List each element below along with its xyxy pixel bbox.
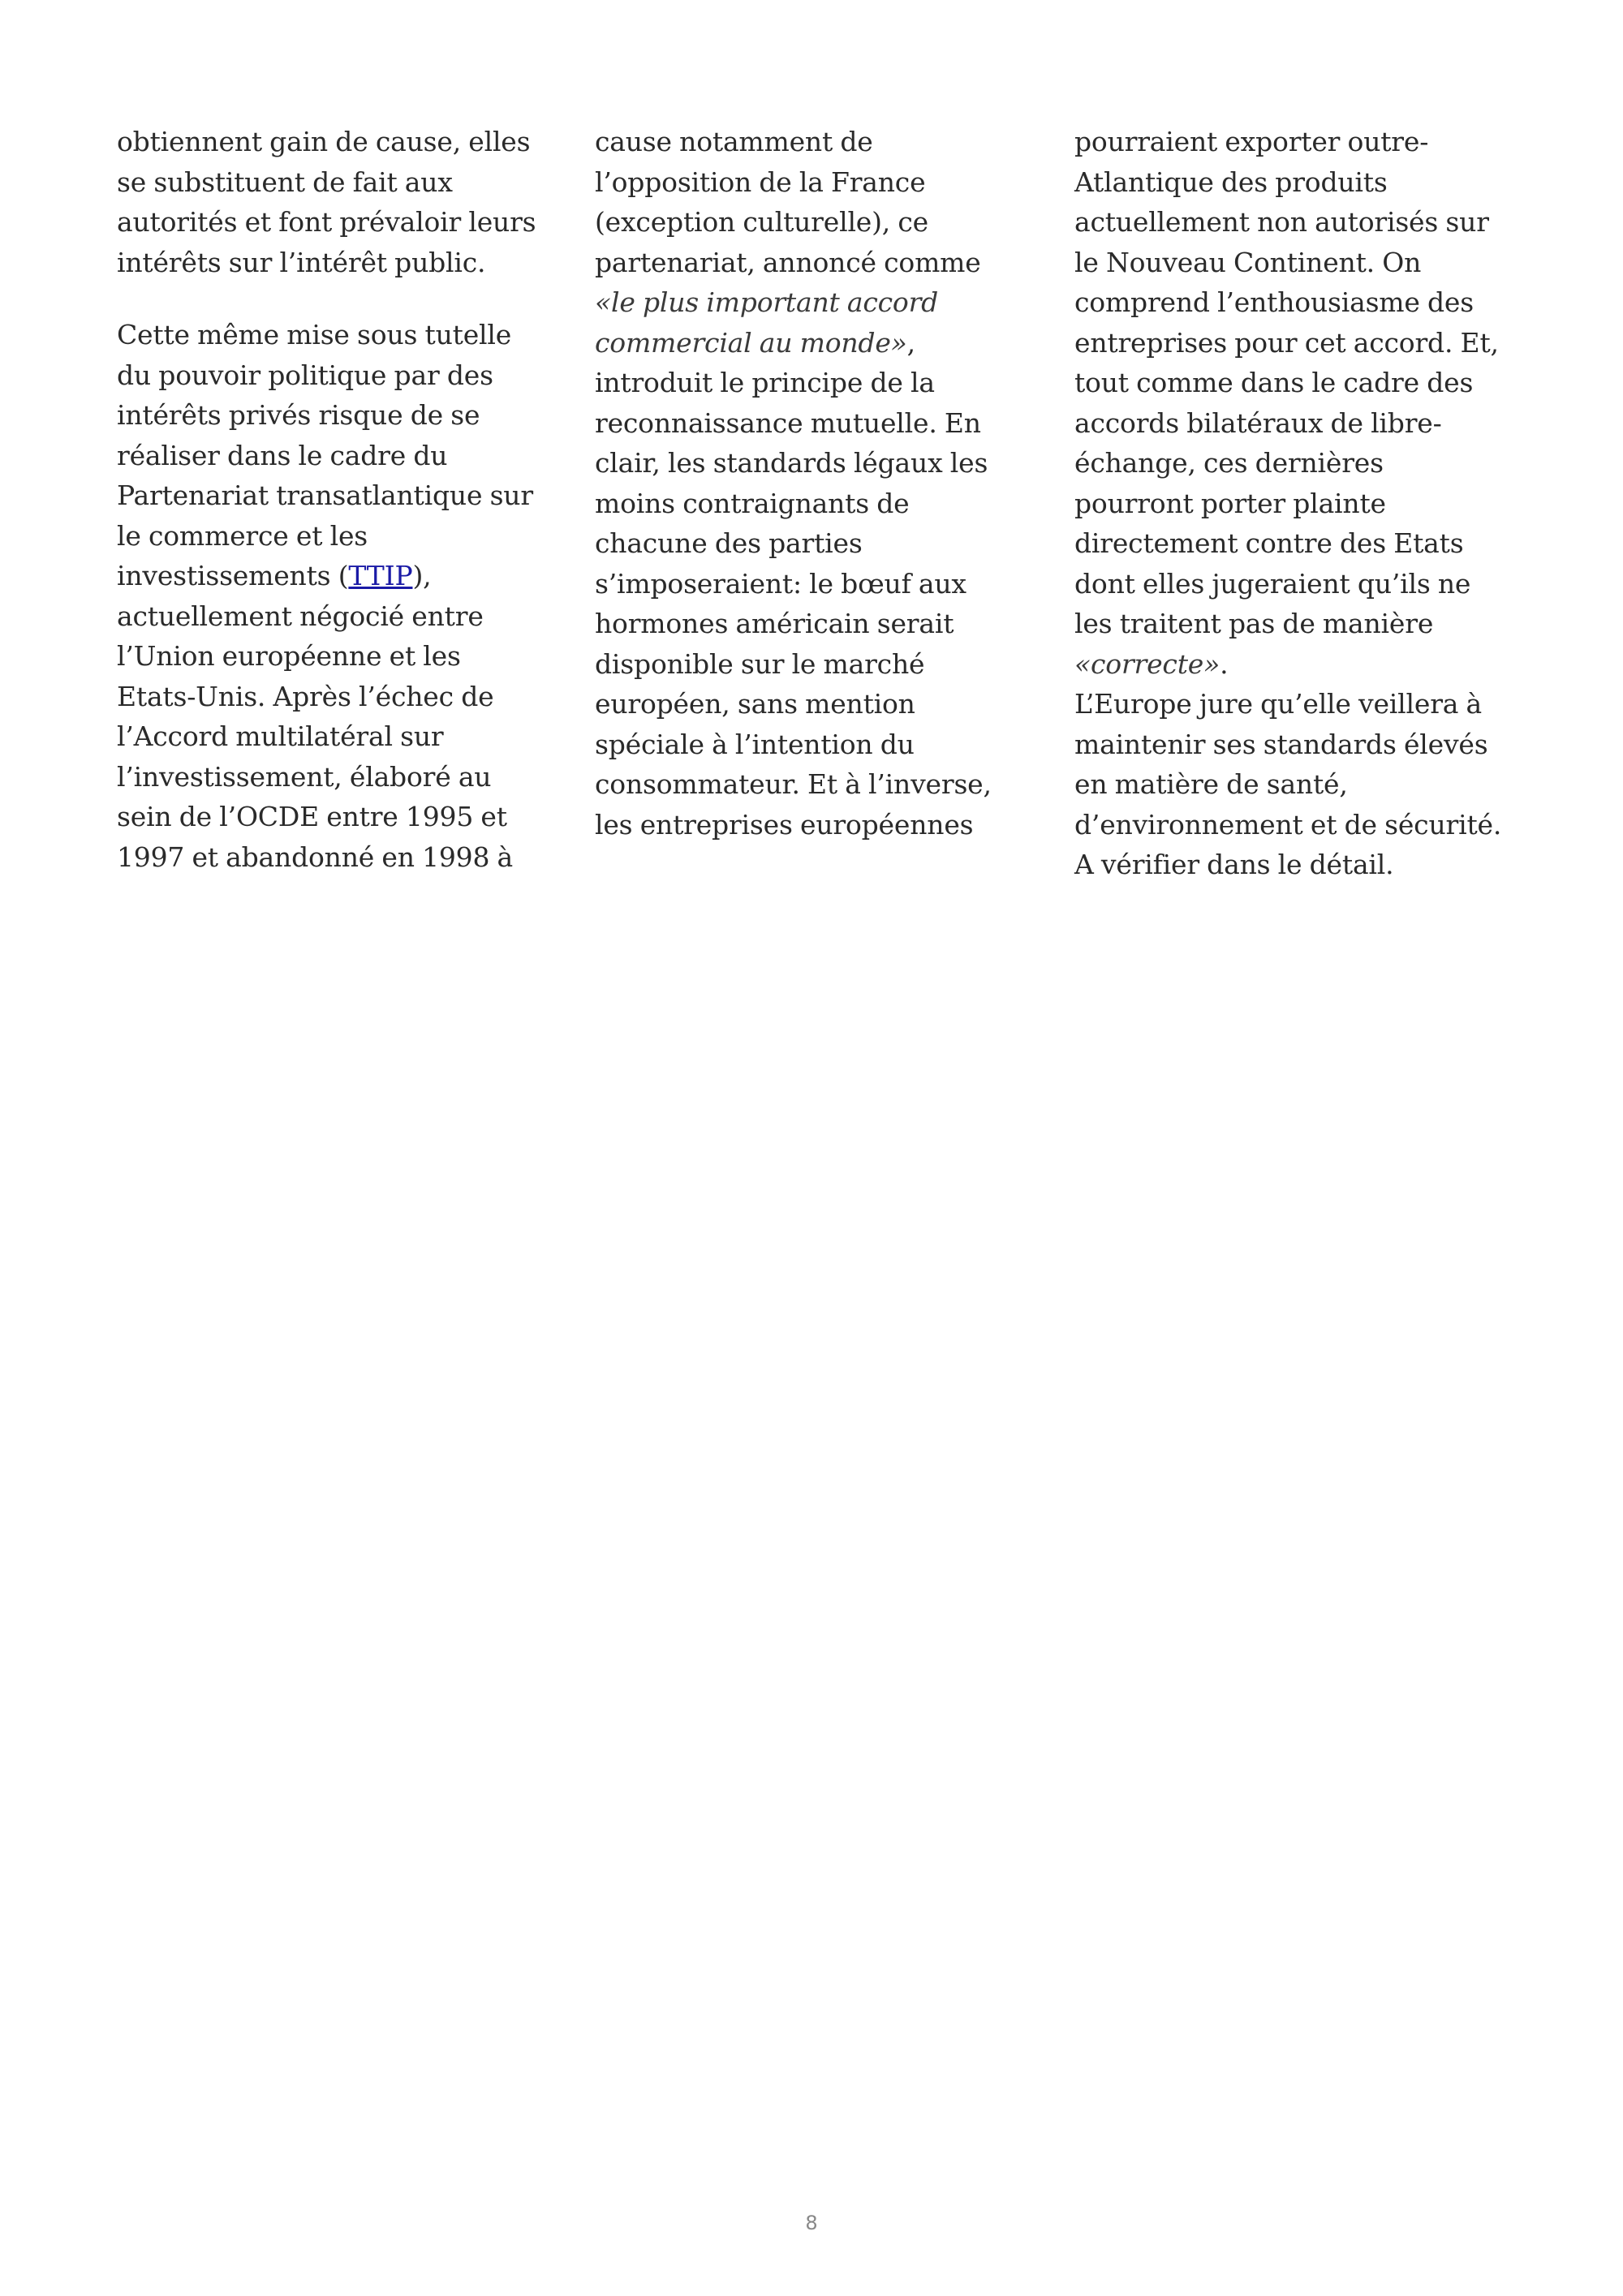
text-line: réaliser dans le cadre du — [117, 439, 448, 471]
text-line: Partenariat transatlantique sur — [117, 479, 533, 511]
text-line: l’investissement, élaboré au — [117, 760, 492, 793]
text-fragment: investissements ( — [117, 560, 349, 591]
text-line: sein de l’OCDE entre 1995 et — [117, 801, 507, 832]
text-line: Atlantique des produits — [1074, 166, 1388, 198]
text-line: tout comme dans le cadre des — [1074, 367, 1474, 398]
text-line: 1997 et abandonné en 1998 à — [117, 841, 514, 873]
text-line: européen, sans mention — [595, 688, 915, 720]
quote-line — [1074, 644, 1513, 685]
text-line: introduit le principe de la — [595, 367, 935, 398]
text-column-2 — [595, 122, 1037, 845]
text-line: pourront porter plainte — [1074, 487, 1386, 519]
text-line: pourraient exporter outre- — [1074, 126, 1429, 157]
text-line: le commerce et les — [117, 519, 368, 552]
text-line: se substituent de fait aux — [117, 166, 453, 198]
text-line: intérêts sur l’intérêt public. — [117, 246, 486, 278]
text-line: d’environnement et de sécurité. — [1074, 808, 1502, 841]
text-fragment: , — [906, 326, 915, 359]
text-line: l’opposition de la France — [595, 166, 926, 198]
text-line: spéciale à l’intention du — [595, 728, 915, 760]
quote-line — [595, 282, 1037, 323]
text-line: chacune des parties — [595, 527, 863, 559]
page-number: 8 — [805, 2212, 818, 2234]
text-line: moins contraignants de — [595, 487, 910, 519]
text-fragment: ), — [412, 560, 432, 591]
text-line: A vérifier dans le détail. — [1074, 849, 1394, 880]
text-line: reconnaissance mutuelle. En — [595, 406, 981, 439]
text-line: accords bilatéraux de libre- — [1074, 406, 1442, 439]
paragraph — [117, 315, 559, 877]
text-line: maintenir ses standards élevés — [1074, 728, 1488, 760]
text-line: Cette même mise sous tutelle — [117, 319, 512, 350]
text-line: (exception culturelle), ce — [595, 206, 928, 238]
text-line: les traitent pas de manière — [1074, 608, 1434, 639]
text-line: consommateur. Et à l’inverse, — [595, 768, 992, 800]
text-line: en matière de santé, — [1074, 768, 1348, 800]
text-line: actuellement négocié entre — [117, 600, 484, 632]
text-line: échange, ces dernières — [1074, 447, 1384, 479]
text-line: obtiennent gain de cause, elles — [117, 126, 531, 157]
text-column-3 — [1074, 122, 1513, 885]
text-line: partenariat, annoncé comme — [595, 246, 981, 278]
paragraph — [595, 122, 1037, 845]
text-line: clair, les standards légaux les — [595, 447, 988, 479]
text-line: disponible sur le marché — [595, 647, 925, 680]
text-line: dont elles jugeraient qu’ils ne — [1074, 567, 1471, 600]
text-line: comprend l’enthousiasme des — [1074, 286, 1474, 318]
text-line: du pouvoir politique par des — [117, 359, 493, 391]
text-line: le Nouveau Continent. On — [1074, 246, 1422, 278]
text-line: cause notamment de — [595, 126, 873, 157]
quote-text: «correcte» — [1074, 647, 1220, 680]
text-line: s’imposeraient: le bœuf aux — [595, 567, 966, 600]
text-line: Etats-Unis. Après l’échec de — [117, 680, 494, 712]
text-line-with-link — [117, 556, 559, 596]
quote-text: commercial au monde» — [595, 326, 907, 359]
paragraph — [1074, 122, 1513, 885]
text-line: les entreprises européennes — [595, 808, 974, 841]
text-line: entreprises pour cet accord. Et, — [1074, 326, 1499, 359]
text-line: actuellement non autorisés sur — [1074, 206, 1489, 238]
paragraph — [117, 122, 559, 282]
text-line: hormones américain serait — [595, 608, 954, 639]
text-line: L’Europe jure qu’elle veillera à — [1074, 688, 1483, 720]
quote-line — [595, 323, 1037, 363]
text-line: l’Union européenne et les — [117, 640, 461, 672]
quote-text: «le plus important accord — [595, 286, 939, 318]
text-column-1 — [117, 122, 559, 877]
text-line: autorités et font prévaloir leurs — [117, 206, 536, 238]
text-line: directement contre des Etats — [1074, 527, 1464, 559]
ttip-link[interactable]: TTIP — [348, 560, 413, 591]
text-line: intérêts privés risque de se — [117, 399, 480, 431]
text-fragment: . — [1220, 647, 1229, 680]
text-line: l’Accord multilatéral sur — [117, 720, 444, 752]
